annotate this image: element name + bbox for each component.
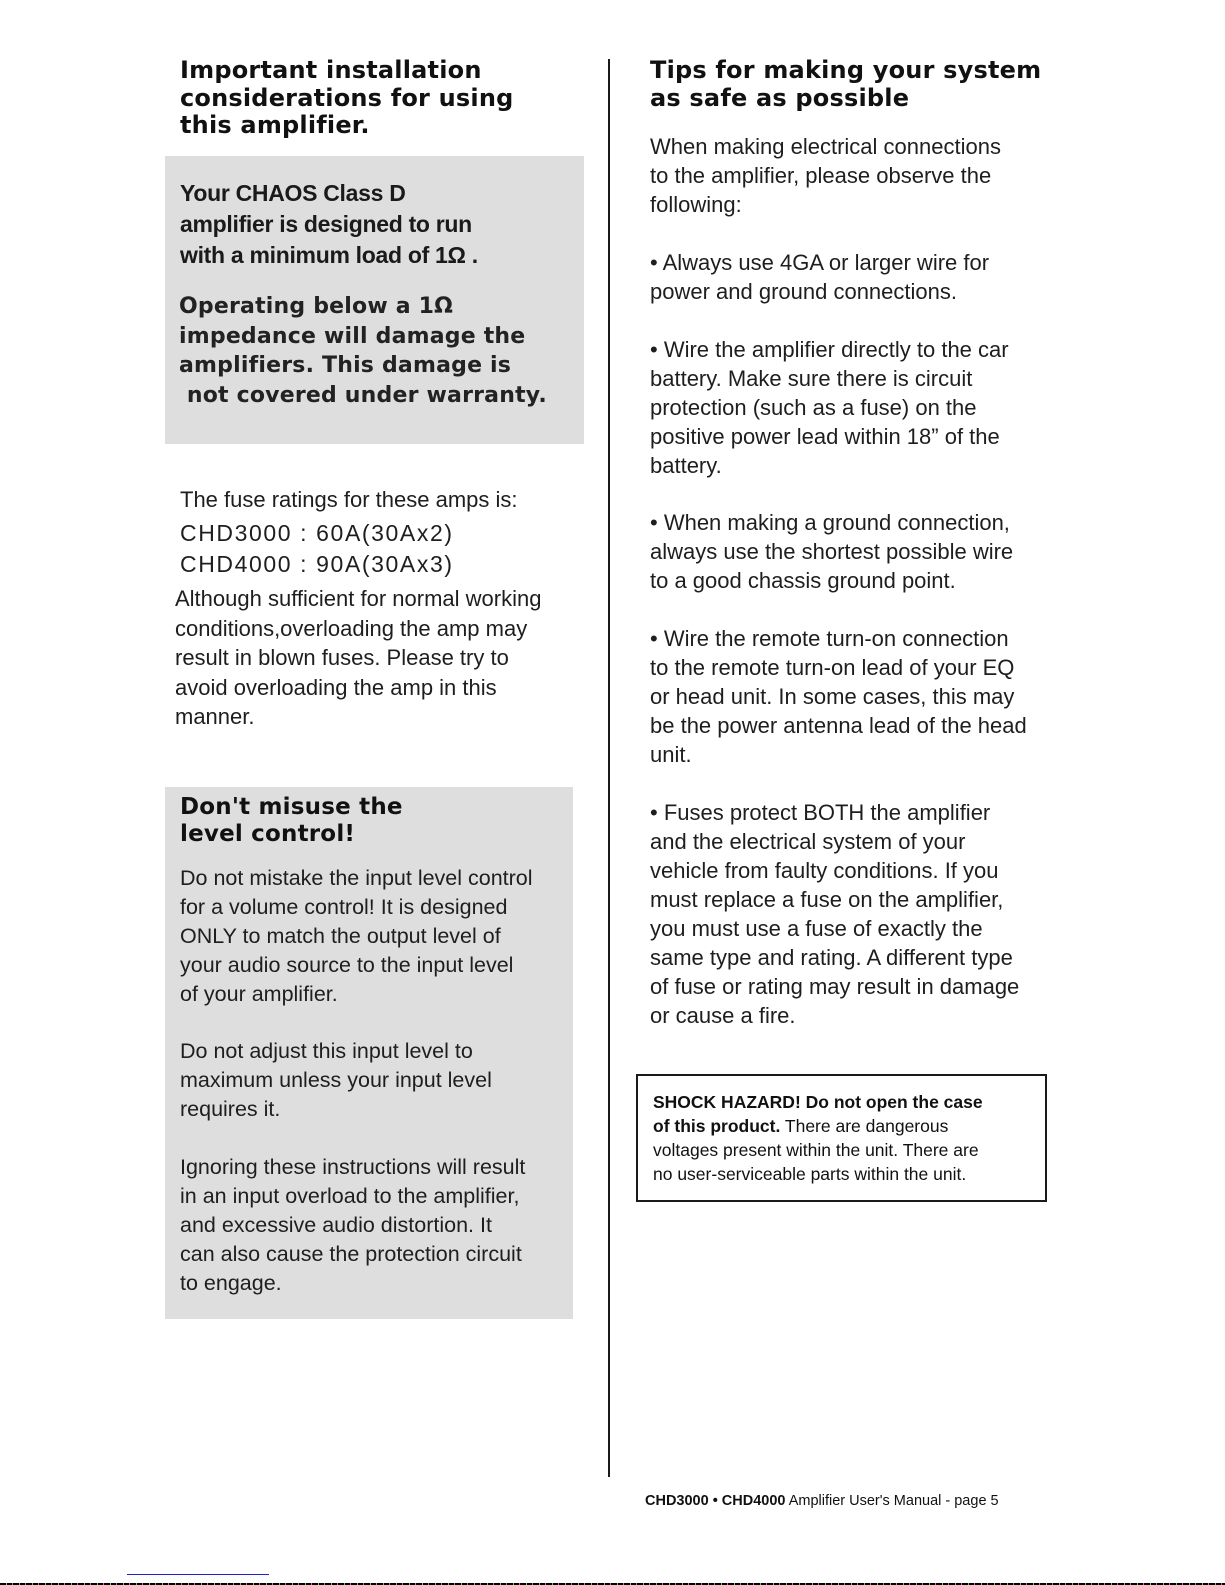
shock-hazard-title-cont: of this product. (653, 1116, 781, 1136)
safety-tips-heading: Tips for making your system as safe as possible (650, 56, 1042, 112)
tip-remote-turn-on: • Wire the remote turn-on connection to the remote turn-on lead of your EQ or head unit. In some cases, this may be the power antenna lead of the head unit. (650, 626, 1027, 767)
level-control-para-1: Do not mistake the input level control for a volume control! It is designed ONLY to match the output level of your audio source to the input level of your amplifier. (180, 866, 533, 1006)
safety-intro: When making electrical connections to the amplifier, please observe the following: (650, 134, 1001, 217)
fuse-rating-chd4000: CHD4000 : 90A(30Ax3) (180, 551, 454, 577)
fuse-rating-chd3000: CHD3000 : 60A(30Ax2) (180, 520, 454, 546)
column-divider (608, 59, 610, 1477)
fuse-note: Although sufficient for normal working conditions,overloading the amp may result in blown fuses. Please try to avoid overloading the amp in this manner. (175, 586, 542, 729)
shock-hazard-box (636, 1074, 1047, 1202)
footer-models: CHD3000 • CHD4000 (645, 1493, 786, 1509)
heading-line: this amplifier. (180, 111, 370, 139)
tip-battery-connection: • Wire the amplifier directly to the car battery. Make sure there is circuit protection (such as a fuse) on the positive power lead within 18” of the battery. (650, 337, 1009, 478)
level-control-para-3: Ignoring these instructions will result in an input overload to the amplifier, and excessive audio distortion. It can also cause the protection circuit to engage. (180, 1155, 526, 1295)
shock-hazard-title: SHOCK HAZARD! Do not open the case (653, 1092, 983, 1112)
level-control-para-2: Do not adjust this input level to maximum unless your input level requires it. (180, 1039, 492, 1121)
impedance-warning-text: Operating below a 1Ω impedance will damage the amplifiers. This damage is not covered under warranty. (179, 294, 547, 408)
level-control-box (165, 787, 573, 1319)
fuse-intro: The fuse ratings for these amps is: (180, 487, 518, 512)
shock-hazard-text: SHOCK HAZARD! Do not open the case of this product. There are dangerous voltages present within the unit. There are no user-serviceable parts within the unit. (653, 1092, 983, 1184)
heading-line: considerations for using (180, 83, 514, 112)
minimum-load-warning-box (165, 156, 584, 444)
link-underline (127, 1574, 269, 1575)
installation-heading (180, 57, 514, 140)
page-footer (645, 1492, 999, 1510)
tip-ground-connection: • When making a ground connection, always use the shortest possible wire to a good chassis ground point. (650, 510, 1014, 593)
heading-line: Important installation (180, 56, 482, 84)
minimum-load-text: Your CHAOS Class D amplifier is designed to run with a minimum load of 1Ω . (180, 180, 478, 268)
footer-title: Amplifier User's Manual - page 5 (785, 1493, 999, 1509)
tip-fuses: • Fuses protect BOTH the amplifier and the electrical system of your vehicle from faulty conditions. If you must replace a fuse on the amplifier, you must use a fuse of exactly the same type and rating. A different type of fuse or rating may result in damage or cause a fire. (650, 800, 1020, 1028)
fuse-ratings-list (180, 518, 454, 580)
level-control-heading: Don't misuse the level control! (180, 794, 403, 847)
tip-wire-gauge: • Always use 4GA or larger wire for power and ground connections. (650, 250, 990, 304)
